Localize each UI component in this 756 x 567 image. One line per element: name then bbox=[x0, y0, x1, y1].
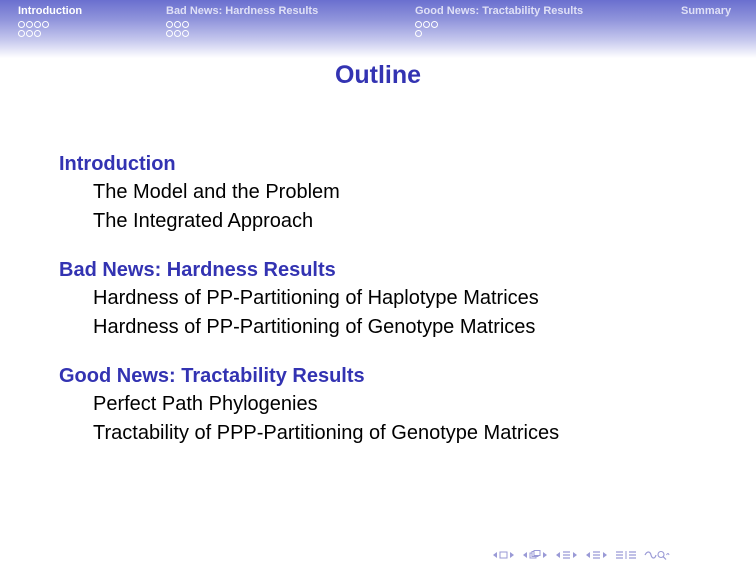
next-slide-icon[interactable] bbox=[509, 551, 515, 559]
table-of-contents bbox=[59, 150, 739, 468]
frame-dot[interactable] bbox=[182, 30, 189, 37]
nav-dots-row bbox=[18, 21, 82, 28]
toc-icon[interactable] bbox=[615, 550, 637, 560]
toc-subsection-link[interactable]: Perfect Path Phylogenies bbox=[93, 393, 318, 415]
nav-section-label: Introduction bbox=[18, 5, 83, 17]
section-icon[interactable] bbox=[592, 550, 601, 560]
frame-dot[interactable] bbox=[26, 30, 33, 37]
frame-dot[interactable] bbox=[415, 21, 422, 28]
frame-dot[interactable] bbox=[18, 30, 25, 37]
frame-dot[interactable] bbox=[174, 21, 181, 28]
nav-dots-row bbox=[415, 30, 583, 37]
frame-nav-group bbox=[522, 550, 548, 560]
toc-section bbox=[59, 256, 739, 342]
nav-dots-row bbox=[166, 21, 318, 28]
frame-dot[interactable] bbox=[166, 21, 173, 28]
frame-icon[interactable] bbox=[529, 550, 541, 560]
nav-section-bad-news[interactable] bbox=[166, 5, 318, 37]
subsection-icon[interactable] bbox=[562, 550, 571, 560]
toc-nav-group bbox=[615, 550, 637, 560]
toc-subsection-link[interactable]: The Model and the Problem bbox=[93, 181, 340, 203]
slide-icon[interactable] bbox=[499, 551, 508, 559]
nav-dots-row bbox=[415, 21, 583, 28]
toc-section-link[interactable]: Bad News: Hardness Results bbox=[59, 259, 336, 281]
prev-section-icon[interactable] bbox=[585, 551, 591, 559]
nav-section-label: Summary bbox=[681, 5, 732, 17]
nav-section-good-news[interactable] bbox=[415, 5, 583, 37]
next-subsection-icon[interactable] bbox=[572, 551, 578, 559]
frame-dot[interactable] bbox=[431, 21, 438, 28]
nav-section-label: Bad News: Hardness Results bbox=[166, 5, 319, 17]
frame-dot[interactable] bbox=[34, 21, 41, 28]
nav-dots-row bbox=[18, 30, 82, 37]
frame-dot[interactable] bbox=[42, 21, 49, 28]
nav-section-summary[interactable] bbox=[681, 5, 731, 18]
frame-dot[interactable] bbox=[18, 21, 25, 28]
prev-frame-icon[interactable] bbox=[522, 551, 528, 559]
search-nav-group bbox=[644, 550, 670, 560]
slide-nav-group bbox=[492, 551, 515, 559]
toc-subsection-link[interactable]: Tractability of PPP-Partitioning of Genotype Matrices bbox=[93, 422, 560, 444]
frame-dot[interactable] bbox=[182, 21, 189, 28]
header-navigation-bar bbox=[0, 0, 756, 58]
next-section-icon[interactable] bbox=[602, 551, 608, 559]
frame-dot[interactable] bbox=[34, 30, 41, 37]
frame-dot[interactable] bbox=[166, 30, 173, 37]
nav-section-label: Good News: Tractability Results bbox=[415, 5, 584, 17]
prev-subsection-icon[interactable] bbox=[555, 551, 561, 559]
toc-section-link[interactable]: Good News: Tractability Results bbox=[59, 365, 365, 387]
search-icon[interactable] bbox=[644, 550, 670, 560]
toc-subsection-link[interactable]: The Integrated Approach bbox=[93, 210, 314, 232]
subsection-nav-group bbox=[555, 550, 578, 560]
toc-section bbox=[59, 150, 739, 236]
toc-section bbox=[59, 362, 739, 448]
frame-dot[interactable] bbox=[423, 21, 430, 28]
frame-dot[interactable] bbox=[26, 21, 33, 28]
nav-section-introduction[interactable] bbox=[18, 5, 82, 37]
frame-dot[interactable] bbox=[415, 30, 422, 37]
toc-subsection-link[interactable]: Hardness of PP-Partitioning of Haplotype Matrices bbox=[93, 287, 539, 309]
beamer-navigation-controls bbox=[492, 548, 674, 562]
frame-dot[interactable] bbox=[174, 30, 181, 37]
toc-subsection-link[interactable]: Hardness of PP-Partitioning of Genotype Matrices bbox=[93, 316, 536, 338]
section-nav-group bbox=[585, 550, 608, 560]
nav-dots-row bbox=[166, 30, 318, 37]
toc-section-link[interactable]: Introduction bbox=[59, 153, 176, 175]
frame-title: Outline bbox=[334, 61, 422, 89]
next-frame-icon[interactable] bbox=[542, 551, 548, 559]
prev-slide-icon[interactable] bbox=[492, 551, 498, 559]
